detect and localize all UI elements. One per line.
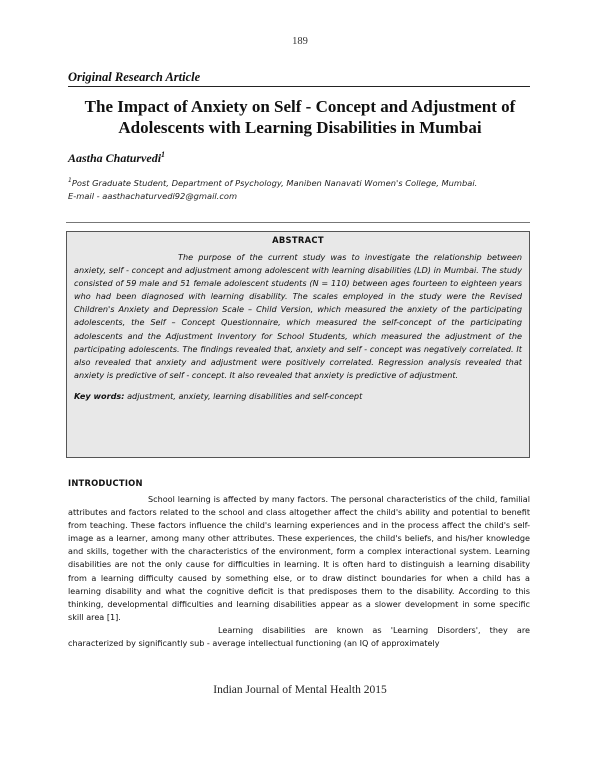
author-name: Aastha Chaturvedi [68,151,162,165]
author [68,150,165,166]
introduction-body [68,493,530,650]
journal-footer: Indian Journal of Mental Health 2015 [213,684,387,696]
paragraph-text: School learning is affected by many factors. The personal characteristics of the child, familial attributes and factors related to the school and class altogether affect the child's ability and potential to benefit from teaching. These factors influence the child's learning experiences and in the process affect the child's self-image as a learner, among many other attributes. These experiences, the child's beliefs, and his/her knowledge and skills, together with the characteristics of the environment, form a complex interactional system. Learning disabilities are not the only cause for difficulties in learning. It is often hard to distinguish a learning disability from a learning difficulty caused by something else, or to draw distinct boundaries for when a child has a learning disability and what the cognitive deficit is that predisposes them to the disability. According to this thinking, developmental difficulties and learning disabilities appear as a slower development in some specific skill area [1]. [68,494,530,622]
keywords-value: adjustment, anxiety, learning disabilities and self-concept [127,390,363,401]
email-line: E-mail - aasthachaturvedi92@gmail.com [68,190,238,201]
keywords-label: Key words: [74,390,125,401]
affiliation [68,174,538,203]
abstract-heading: ABSTRACT [272,235,324,245]
affiliation-line [68,174,538,190]
paragraph-text: Learning disabilities are known as 'Learning Disorders', they are characterized by significantly sub - average intellectual functioning (an IQ of approximately [68,624,530,649]
divider [68,86,530,87]
body-paragraph [68,624,530,650]
abstract-paragraph [74,251,522,382]
article-type-label: Original Research Article [68,70,201,84]
author-marker: 1 [161,150,166,159]
divider [66,222,530,223]
affiliation-marker: 1 [68,177,72,184]
affiliation-text: Post Graduate Student, Department of Psychology, Maniben Nanavati Women's College, Mumbai. [71,177,478,188]
introduction-heading: INTRODUCTION [68,478,143,488]
abstract-box [66,231,530,458]
abstract-text: The purpose of the current study was to investigate the relationship between anxiety, self - concept and adjustment among adolescent with learning disabilities (LD) in Mumbai. The study consisted of 59 male and 51 female adolescent students (N = 110) between ages fourteen to eighteen years who had been diagnosed with learning disability. The scales employed in the study were the Revised Children's Anxiety and Depression Scale – Child Version, which measured the anxiety of the participating adolescents, the Self – Concept Questionnaire, which measured the self-concept of the participating adolescents and the Adjustment Inventory for School Students, which measured the adjustment of the participating adolescents. The findings revealed that, anxiety and self - concept was negatively correlated. It also revealed that anxiety and adjustment were positively correlated. Regression analysis revealed that anxiety is predictive of self - concept. It also revealed that anxiety is predictive of adjustment. [74,252,522,380]
page-number: 189 [292,36,308,47]
body-paragraph [68,493,530,624]
paper-title: The Impact of Anxiety on Self - Concept and Adjustment of Adolescents with Learning Disabilities in Mumbai [84,97,516,137]
keywords [74,391,522,401]
